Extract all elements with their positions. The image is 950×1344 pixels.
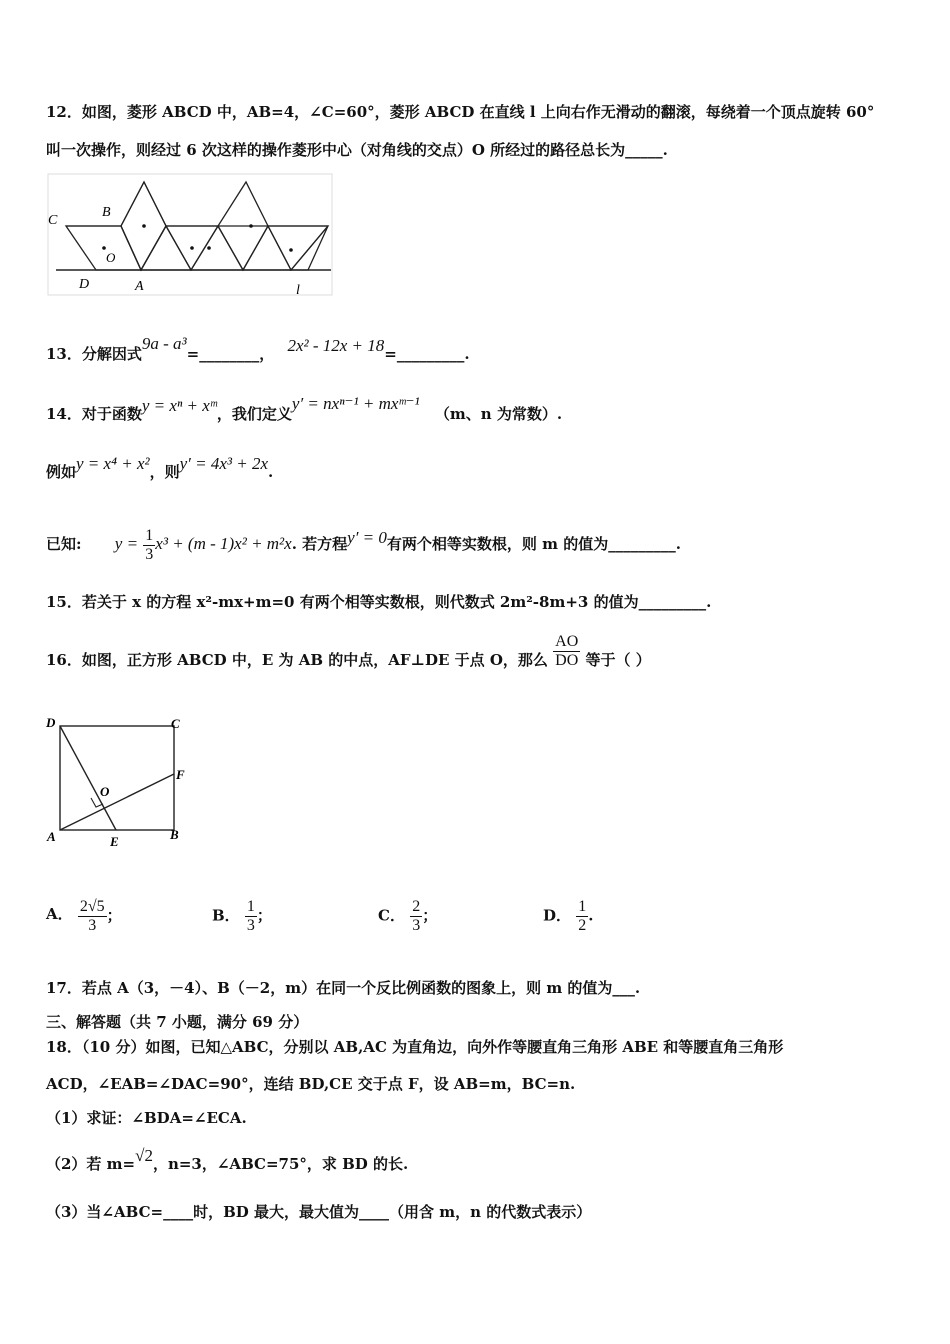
q14-example-mid: ，则 <box>149 463 180 481</box>
label-D: D <box>79 277 90 292</box>
option-b-frac: $\frac{1}{3}$ <box>246 898 255 934</box>
q14-one-third: $\frac{1}{3}$ <box>145 526 154 563</box>
q14-given-suffix: 有两个相等实数根，则 m 的值为_________. <box>386 535 681 553</box>
q14-given-mid: . 若方程 <box>291 535 348 553</box>
square-figure <box>44 712 194 852</box>
option-a[interactable]: A． $\frac{2√5}{3}$ ； <box>46 898 122 934</box>
q18-line2: ACD，∠EAB=∠DAC=90°，连结 BD,CE 交于点 F，设 AB=m，BC=n. <box>46 1075 576 1093</box>
q14-prefix: 14．对于函数 <box>46 405 142 423</box>
q18-line1: 18．（10 分）如图，已知△ABC，分别以 AB,AC 为直角边，向外作等腰直角三角形 ABE 和等腰直角三角形 <box>46 1038 784 1056</box>
option-d-frac: $\frac{1}{2}$ <box>578 898 587 934</box>
q18-part2-root: √2 <box>135 1146 153 1165</box>
q16-fraction <box>553 633 580 670</box>
label-A: A <box>135 279 144 294</box>
q16-suffix: 等于（ ） <box>585 651 651 669</box>
q14-example <box>46 454 274 482</box>
label-B: B <box>170 827 179 842</box>
q13-prefix: 13．分解因式 <box>46 345 142 363</box>
q16-frac-num: AO <box>555 632 579 650</box>
option-a-frac: $\frac{2√5}{3}$ <box>79 898 105 934</box>
q13-blank1: =________， <box>186 345 275 363</box>
q14-func: y = xⁿ + xᵐ <box>141 396 217 415</box>
q13-expr2: 2x² - 12x + 18 <box>287 336 385 355</box>
label-O: O <box>100 784 110 799</box>
q16-prefix: 16．如图，正方形 ABCD 中，E 为 AB 的中点，AF⊥DE 于点 O，那么 <box>46 651 548 669</box>
q14-example-prefix: 例如 <box>46 463 77 481</box>
q18-part3: （3）当∠ABC=____时，BD 最大，最大值为____（用含 m，n 的代数式表示） <box>46 1203 592 1221</box>
q14-deriv: y′ = nxⁿ⁻¹ + mxᵐ⁻¹ <box>291 394 420 413</box>
q16-frac-den: DO <box>555 651 579 669</box>
q18-part2-prefix: （2）若 m= <box>46 1155 136 1173</box>
q14-example-end: . <box>268 463 274 481</box>
q14-given: 已知: y = $\frac{1}{3}$ x³ + (m - 1)x² + m²x. 若方程y′ = 0有两个相等实数根，则 m 的值为_________. <box>46 526 681 563</box>
q13-blank2: =_________. <box>384 345 470 363</box>
q14-given-eq: y′ = 0 <box>347 528 387 547</box>
rhombus-roll-figure <box>46 172 336 298</box>
label-C: C <box>48 213 58 228</box>
label-l: l <box>296 283 300 298</box>
q17-line: 17．若点 A（3，－4）、B（－2，m）在同一个反比例函数的图象上，则 m 的值为___. <box>46 979 641 997</box>
q18-part1: （1）求证：∠BDA=∠ECA. <box>46 1109 247 1127</box>
label-B: B <box>102 205 111 220</box>
option-c-frac: $\frac{2}{3}$ <box>412 898 421 934</box>
q14-mid: ，我们定义 <box>216 405 292 423</box>
q14-suffix: （m、n 为常数）. <box>434 405 563 423</box>
q12-line1: 12．如图，菱形 ABCD 中，AB=4，∠C=60°，菱形 ABCD 在直线 l 上向右作无滑动的翻滚，每绕着一个顶点旋转 60° <box>46 103 875 121</box>
q14-given-func: x³ + (m - 1)x² + m²x <box>155 534 292 553</box>
q14-line1 <box>46 394 563 424</box>
q14-given-prefix: 已知: <box>46 535 82 553</box>
label-A: A <box>47 829 56 844</box>
label-E: E <box>110 834 119 849</box>
q13-expr1: 9a - a³ <box>141 334 187 353</box>
q14-example-func: y = x⁴ + x² <box>76 454 150 473</box>
option-d[interactable]: D． $\frac{1}{2}$ . <box>543 898 594 934</box>
q18-part2 <box>46 1146 409 1174</box>
q14-example-deriv: y′ = 4x³ + 2x <box>179 454 269 473</box>
option-c[interactable]: C． $\frac{2}{3}$ ； <box>378 898 438 934</box>
q13-line <box>46 334 470 364</box>
q16-line <box>46 632 651 680</box>
q12-line2: 叫一次操作，则经过 6 次这样的操作菱形中心（对角线的交点）O 所经过的路径总长为_____. <box>46 141 668 159</box>
label-C: C <box>171 716 180 731</box>
label-D: D <box>46 715 56 730</box>
label-O: O <box>106 250 116 265</box>
section3-title: 三、解答题（共 7 小题，满分 69 分） <box>46 1013 309 1031</box>
option-b[interactable]: B． $\frac{1}{3}$ ； <box>212 898 272 934</box>
label-F: F <box>176 767 185 782</box>
q15-line: 15．若关于 x 的方程 x²-mx+m=0 有两个相等实数根，则代数式 2m²-8m+3 的值为_________. <box>46 593 712 611</box>
q18-part2-suffix: ，n=3，∠ABC=75°，求 BD 的长. <box>152 1155 409 1173</box>
